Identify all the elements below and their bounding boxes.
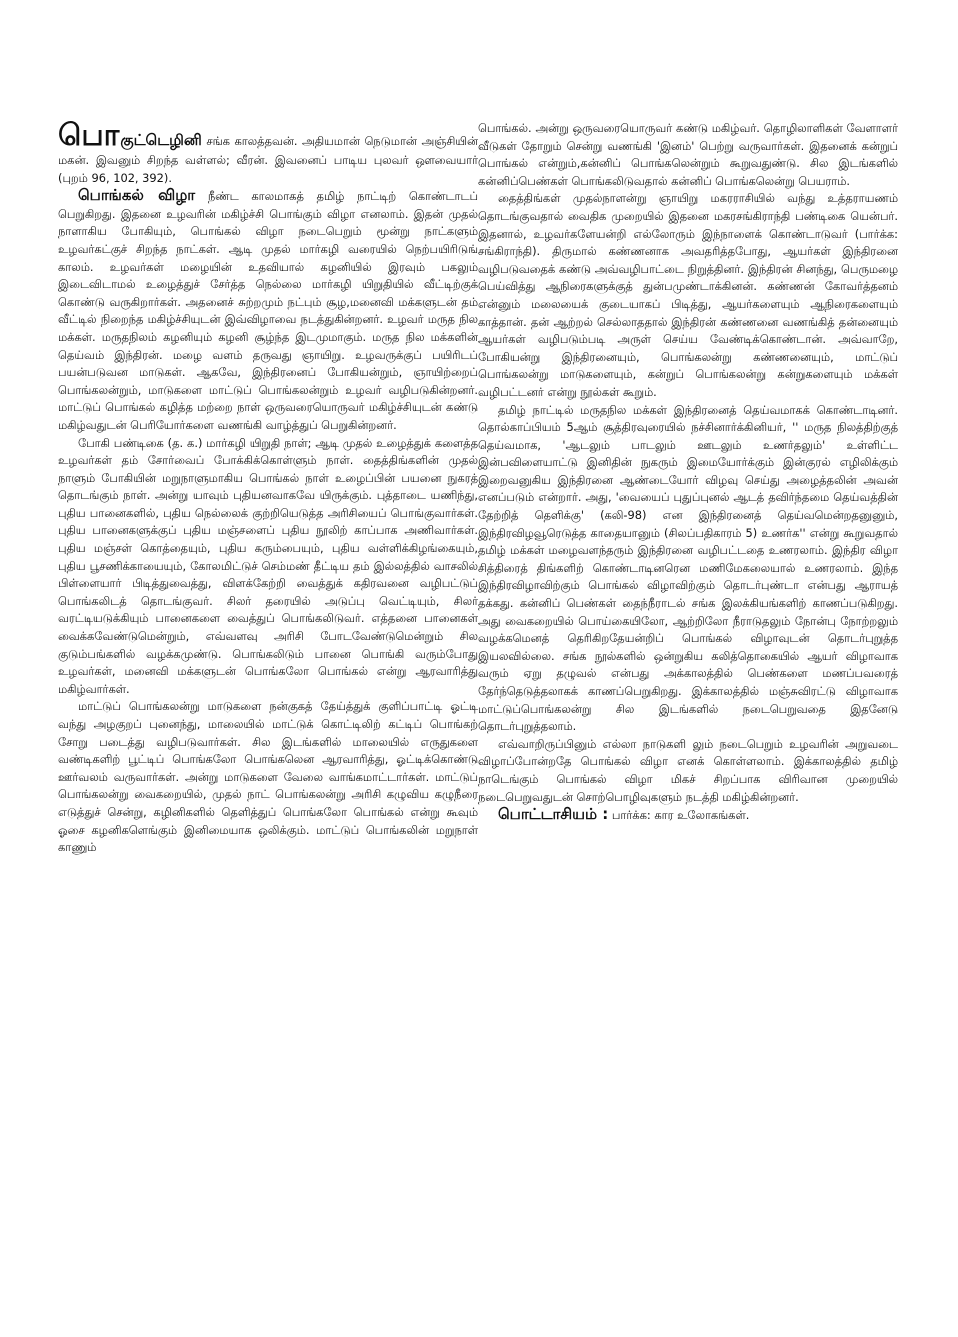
- entry-body-potassium: பார்க்க: கார உலோகங்கள்.: [611, 808, 750, 823]
- pongal-paragraph-7: எவ்வாறிருப்பினும் எல்லா நாடுகளி லும் நடைபெறும் உழவரின் அறுவடை விழாப்போன்றதே பொங்கல் விழா எனக் கொள்ளலாம். இக்காலத்தில் தமிழ் நாடெங்கும் பொங்கல் விழா மிகச் சிறப்பாக விரிவான முறையில் நடைபெறுவதுடன் சொற்பொழிவுகளும் நடத்தி மகிழ்கின்றனர்.: [478, 736, 898, 804]
- pongal-paragraph-2: போகி பண்டிகை (த. க.) மார்கழி யிறுதி நாள்; ஆடி முதல் உழைத்துக் களைத்த உழவர்கள் தம் சோர்வைப் போக்கிக்கொள்ளும் நாள். தைத்திங்களின் முதல் நாளும் போகியின் மறுநாளுமாகிய பொங்கல் நாள் உழைப்பின் பயனை நுகரத் தொடங்கும் நாள். அன்று யாவும் புதியனவாகவே யிருக்கும். புத்தாடை யணிந்து, புதிய பானைகளில், புதிய நெல்லைக் குற்றியெடுத்த அரிசியைப் பொங்குவார்கள். புதிய பானைகளுக்குப் புதிய மஞ்சளைப் புதிய நூலிற் காப்பாக அணிவார்கள். புதிய மஞ்சள் கொத்தையும், புதிய கரும்பையும், புதிய வள்ளிக்கிழங்கையும், புதிய பூசணிக்காயையும், கோலமிட்டுச் செம்மண் தீட்டிய தம் இல்லத்தில் வாசலில் பிள்ளையார் பிடித்துவைத்து, விளக்கேற்றி வைத்துக் கதிரவனை வழிபட்டுப் பொங்கலிடத் தொடங்குவர். சிலர் தரையில் அடுப்பு வெட்டியும், சிலர் வரட்டியடுக்கியும் பானைகளை வைத்துப் பொங்கலிடுவர். எத்தனை பானைகள் வைக்கவேண்டுமென்றும், எவ்வளவு அரிசி போடவேண்டுமென்றும் சில குடும்பங்களில் வழக்கமுண்டு. பொங்கலிடும் பானை பொங்கி வரும்போது உழவர்கள், மனைவி மக்களுடன் பொங்கலோ பொங்கல் என்று ஆரவாரித்து மகிழ்வார்கள்.: [58, 435, 478, 696]
- pongal-paragraph-1: நீண்ட காலமாகத் தமிழ் நாட்டிற் கொண்டாடப் பெறுகிறது. இதனை உழவரின் மகிழ்ச்சி பொங்கும் விழா எனலாம். இதன் முதல் நாளாகிய போகியும், பொங்கல் விழா நடைபெறும் மூன்று நாட்களும் உழவர்கட்குச் சிறந்த நாட்கள். ஆடி முதல் மார்கழி வரையில் நெற்பயிரிடுங் காலம். உழவர்கள் மழையின் உதவியால் கழனியில் இரவும் பகலும் இடைவிடாமல் உழைத்துச் சேர்த்த நெல்லை மார்கழி யிறுதியில் வீட்டிற்குக் கொண்டு வருகிறார்கள். அதனைச் சுற்றமும் நட்பும் சூழ,மனைவி மக்களுடன் தம் வீட்டில் நிறைந்த மகிழ்ச்சியுடன் இவ்விழாவை நடத்துகின்றனர். உழவர் மருத நில மக்கள். மருதநிலம் கழனியும் கழனி சூழ்ந்த இடமுமாகும். மருத நில மக்களின் தெய்வம் இந்திரன். மழை வளம் தருவது ஞாயிறு. உழவருக்குப் பயிரிடப் பயன்படுவன மாடுகள். ஆகவே, இந்திரனைப் போகியன்றும், ஞாயிற்றைப் பொங்கலன்றும், மாடுகளை மாட்டுப் பொங்கலன்றும் உழவர் வழிபடுகின்றனர். மாட்டுப் பொங்கல் கழித்த மற்றை நாள் ஒருவரையொருவர் மகிழ்ச்சியுடன் கண்டு மகிழ்வதுடன் பெரியோர்களை வணங்கி வாழ்த்துப் பெறுகின்றனர்.: [58, 189, 478, 432]
- pongal-paragraph-6: தமிழ் நாட்டில் மருதநில மக்கள் இந்திரனைத் தெய்வமாகக் கொண்டாடினர். தொல்காப்பியம் 5ஆம் சூத்திரவுரையில் நச்சினார்க்கினியர், '' மருத நிலத்திற்குத் தெய்வமாக, 'ஆடலும் பாடலும் ஊடலும் உணர்தலும்' உள்ளிட்ட இன்பவிளையாட்டு இனிதின் நுகரும் இமையோர்க்கும் இன்குரல் எழிலிக்கும் இறைவனுகிய இந்திரனை ஆண்டையோர் விழவு செய்து அழைத்தலின் அவன் எனப்படும் என்றார். அது, 'வையைப் புதுப்புனல் ஆடத் தவிர்ந்தமை தெய்வத்தின் தேற்றித் தெளிக்கு' (கலி-98) என இந்திரனைத் தெய்வமென்றதனுனும், இந்திரவிழவூரெடுத்த காதையானும் (சிலப்பதிகாரம் 5) உணர்க'' என்று கூறுவதால் தமிழ் மக்கள் மழைவளந்தரும் இந்திரனை வழிபட்டதை உணரலாம். இந்திர விழா சித்திரைத் திங்களிற் கொண்டாடினரென மணிமேகலையால் உணரலாம். இந்த இந்திரவிழாவிற்கும் பொங்கல் விழாவிற்கும் தொடர்புண்டா என்பது ஆராயத் தக்கது. கன்னிப் பெண்கள் தைந்நீராடல் சங்க இலக்கியங்களிற் காணப்படுகிறது. அது வைகறையில் பொய்கையிலோ, ஆற்றிலோ நீராடுதலும் நோன்பு நோற்றலும் வழக்கமெனத் தெரிகிறதேயன்றிப் பொங்கல் விழாவுடன் தொடர்புறுத்த இயலவில்லை. சங்க நூல்களில் ஒன்றுகிய கலித்தொகையில் ஆயர் விழாவாக வரும் ஏறு தழுவல் என்பது அக்காலத்தில் பெண்களை மணப்பவரைத் தேர்ந்தெடுத்தலாகக் காணப்பெறுகிறது. இக்காலத்தில் மஞ்சுவிரட்டு விழாவாக மாட்டுப்பொங்கலன்று சில இடங்களில் நடைபெறுவதை இதனேடு தொடர்புறுத்தலாம்.: [478, 402, 898, 734]
- entry-title-kuttezhini: குட்டெழினி: [120, 131, 202, 149]
- pongal-paragraph-5: தைத்திங்கள் முதல்நாளன்று ஞாயிறு மகரராசியில் வந்து உத்தராயணம் தொடங்குவதால் வைதிக முறையில் இதனை மகரசங்கிராந்தி பண்டிகை யென்பர். இதனால், உழவர்களேயன்றி எல்லோரும் இந்நாளைக் கொண்டாடுவர் (பார்க்க: சங்கிராந்தி). திருமால் கண்ணனாக அவதரித்தபோது, ஆயர்கள் இந்திரனை வழிபடுவதைக் கண்டு அவ்வழிபாட்டை நிறுத்தினர். இந்திரன் சினந்து, பெருமழை பெய்வித்து ஆநிரைகளுக்குத் துன்பமுண்டாக்கினன். கண்ணன் கோவர்த்தனம் என்னும் மலையைக் குடையாகப் பிடித்து, ஆயர்களையும் ஆநிரைகளையும் காத்தான். தன் ஆற்றல் செல்லாததால் இந்திரன் கண்ணனை வணங்கித் தன்னையும் ஆயர்கள் வழிபடும்படி அருள் செய்ய வேண்டிக்கொண்டான். அவ்வாறே, போகியன்று இந்திரனையும், பொங்கலன்று கண்ணனையும், மாட்டுப் பொங்கலன்று மாடுகளையும், கன்றுப் பொங்கலன்று கன்றுகளையும் மக்கள் வழிபட்டனர் என்று நூல்கள் கூறும்.: [478, 191, 898, 399]
- entry-title-potassium: பொட்டாசியம் :: [498, 805, 609, 824]
- pongal-paragraph-3: மாட்டுப் பொங்கலன்று மாடுகளை நன்குகத் தேய்த்துக் குளிப்பாட்டி ஓட்டி வந்து அழகுறப் புனைந்து, மாலையில் மாட்டுக் கொட்டிலிற் கட்டிப் பொங்கற் சோறு படைத்து வழிபடுவார்கள். சில இடங்களில் மாலையில் எருதுகளை வண்டிகளிற் பூட்டிப் பொங்கலோ பொங்கலென ஆரவாரித்து, ஓட்டிக்கொண்டு ஊர்வலம் வருவார்கள். அன்று மாடுகளை வேலை வாங்கமாட்டார்கள். மாட்டுப் பொங்கலன்று வைகறையில், முதல் நாட் பொங்கலன்று அரிசி கழுவிய கழுநீரை எடுத்துச் சென்று, கழினிகளில் தெளித்துப் பொங்கலோ பொங்கல் என்று கூவும் ஓசை கழனிகளெங்கும் இனிமையாக ஒலிக்கும். மாட்டுப் பொங்கலின் மறுநாள் காணும்: [58, 699, 478, 855]
- entry-kuttezhini: [58, 120, 478, 187]
- entry-pongal-intro: [58, 187, 478, 434]
- right-column: [478, 120, 898, 1310]
- pongal-paragraph-4: பொங்கல். அன்று ஒருவரையொருவர் கண்டு மகிழ்வர். தொழிலாளிகள் வேளாளர் வீடுகள் தோறும் சென்று வணங்கி 'இனம்' பெற்று வருவார்கள். இதனைக் கன்றுப் பொங்கல் என்றும்,கன்னிப் பொங்கலென்றும் கூறுவதுண்டு. சில இடங்களில் கன்னிப்பெண்கள் பொங்கலிடுவதால் கன்னிப் பொங்கலென்று பெயராம்.: [478, 121, 898, 188]
- entry-potassium: [478, 806, 898, 825]
- header-word: பொ: [58, 120, 121, 153]
- entry-body-kuttezhini: சங்க காலத்தவன். அதியமான் நெடுமான் அஞ்சியின் மகன். இவனும் சிறந்த வள்ளல்; வீரன். இவனைப் பாடிய புலவர் ஔவையார் (புறம் 96, 102, 392).: [58, 134, 478, 185]
- entry-title-pongal: பொங்கல் விழா: [78, 186, 196, 205]
- left-column: [58, 120, 478, 1310]
